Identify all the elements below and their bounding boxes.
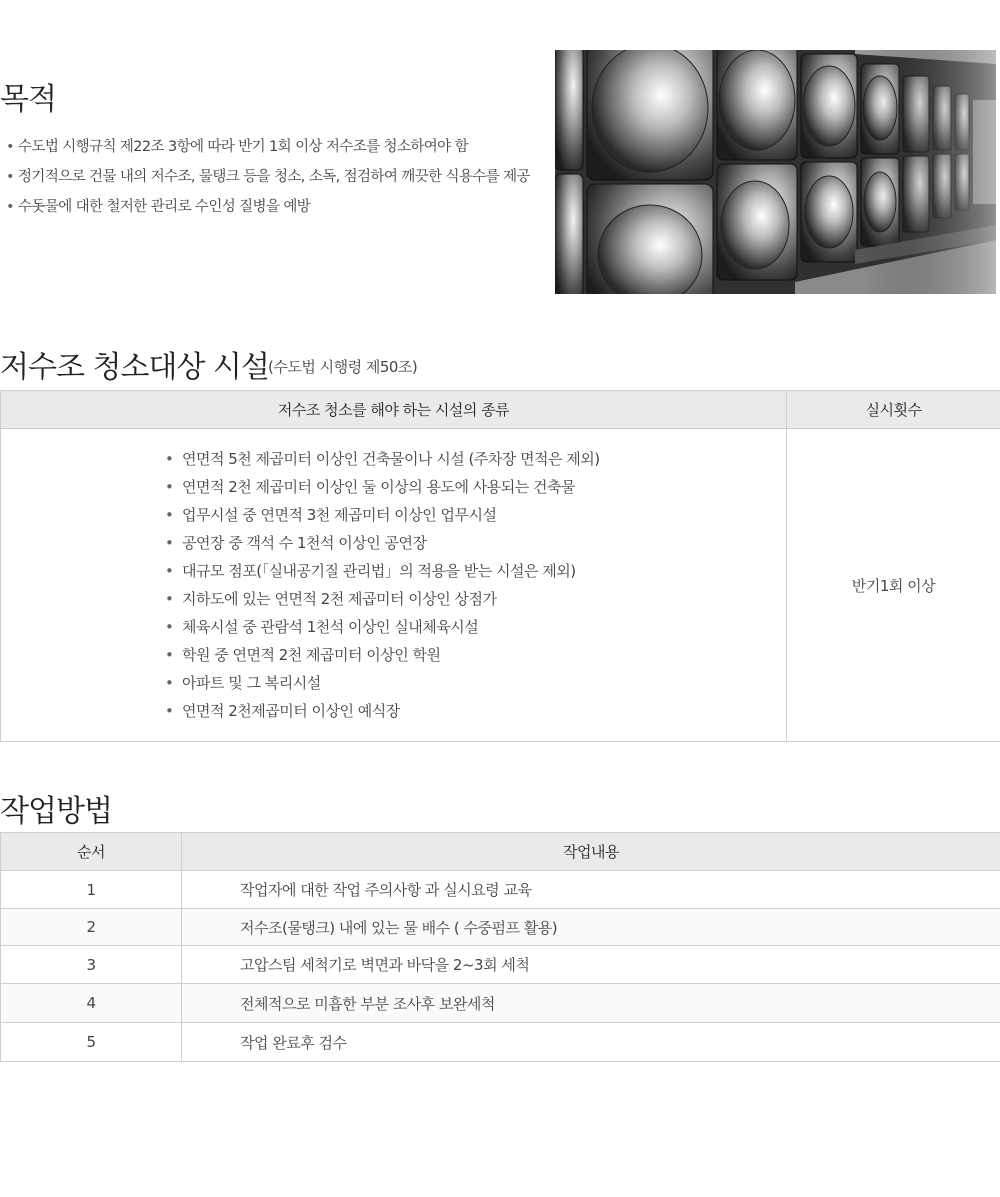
method-table xyxy=(0,832,1000,1062)
list-item xyxy=(165,529,786,557)
facilities-title: 저수조 청소대상 시설 xyxy=(0,350,269,385)
bullet-icon: • xyxy=(165,450,174,468)
table-row xyxy=(1,1023,1000,1062)
facility-list-cell xyxy=(1,429,787,742)
table-header-row xyxy=(1,391,1000,429)
facility-item-text: 지하도에 있는 연면적 2천 제곱미터 이상인 상점가 xyxy=(182,590,497,608)
step-number: 4 xyxy=(1,984,182,1023)
step-content: 작업 완료후 검수 xyxy=(182,1023,1000,1062)
purpose-item-text: 수돗물에 대한 철저한 관리로 수인성 질병을 예방 xyxy=(18,199,311,215)
list-item xyxy=(165,473,786,501)
step-number: 5 xyxy=(1,1023,182,1062)
list-item xyxy=(165,445,786,473)
facilities-subtitle: (수도법 시행령 제50조) xyxy=(268,358,418,376)
frequency-cell: 반기1회 이상 xyxy=(787,429,1000,742)
bullet-icon: • xyxy=(165,534,174,552)
bullet-icon: • xyxy=(165,478,174,496)
step-number: 1 xyxy=(1,871,182,909)
facility-item-text: 대규모 점포(「실내공기질 관리법」의 적용을 받는 시설은 제외) xyxy=(182,562,576,580)
header-frequency: 실시횟수 xyxy=(787,391,1000,429)
facility-item-text: 업무시설 중 연면적 3천 제곱미터 이상인 업무시설 xyxy=(182,506,497,524)
list-item xyxy=(165,669,786,697)
table-row xyxy=(1,909,1000,946)
bullet-icon: • xyxy=(6,139,14,155)
facility-item-text: 연면적 2천제곱미터 이상인 예식장 xyxy=(182,702,400,720)
bullet-icon: • xyxy=(6,169,14,185)
header-order: 순서 xyxy=(1,833,182,871)
header-content: 작업내용 xyxy=(182,833,1000,871)
bullet-icon: • xyxy=(165,618,174,636)
purpose-item-text: 정기적으로 건물 내의 저수조, 물탱크 등을 청소, 소독, 점검하여 깨끗한 식용수를 제공 xyxy=(18,169,530,185)
table-header-row xyxy=(1,833,1000,871)
list-item xyxy=(165,697,786,725)
header-facility-type: 저수조 청소를 해야 하는 시설의 종류 xyxy=(1,391,787,429)
purpose-title: 목적 xyxy=(0,82,56,117)
bullet-icon: • xyxy=(165,674,174,692)
step-content: 작업자에 대한 작업 주의사항 과 실시요령 교육 xyxy=(182,871,1000,909)
step-content: 전체적으로 미흡한 부분 조사후 보완세척 xyxy=(182,984,1000,1023)
bullet-icon: • xyxy=(165,646,174,664)
facility-item-text: 연면적 2천 제곱미터 이상인 둘 이상의 용도에 사용되는 건축물 xyxy=(182,478,575,496)
step-number: 3 xyxy=(1,946,182,984)
list-item xyxy=(6,164,530,194)
purpose-list xyxy=(6,134,530,224)
facility-item-text: 체육시설 중 관람석 1천석 이상인 실내체육시설 xyxy=(182,618,479,636)
list-item xyxy=(165,557,786,585)
list-item xyxy=(165,613,786,641)
facility-list xyxy=(165,445,786,725)
facility-item-text: 아파트 및 그 복리시설 xyxy=(182,674,321,692)
bullet-icon: • xyxy=(165,590,174,608)
facilities-table xyxy=(0,390,1000,742)
bullet-icon: • xyxy=(165,702,174,720)
list-item xyxy=(6,134,530,164)
water-tank-photo xyxy=(555,50,996,294)
table-row xyxy=(1,871,1000,909)
bullet-icon: • xyxy=(6,199,14,215)
bullet-icon: • xyxy=(165,562,174,580)
table-row xyxy=(1,429,1000,742)
purpose-item-text: 수도법 시행규칙 제22조 3항에 따라 반기 1회 이상 저수조를 청소하여야 함 xyxy=(18,139,468,155)
method-title: 작업방법 xyxy=(0,794,112,829)
list-item xyxy=(6,194,530,224)
step-number: 2 xyxy=(1,909,182,946)
step-content: 고압스팀 세척기로 벽면과 바닥을 2~3회 세척 xyxy=(182,946,1000,984)
list-item xyxy=(165,641,786,669)
facility-item-text: 연면적 5천 제곱미터 이상인 건축물이나 시설 (주차장 면적은 제외) xyxy=(182,450,600,468)
facility-item-text: 학원 중 연면적 2천 제곱미터 이상인 학원 xyxy=(182,646,441,664)
table-row xyxy=(1,946,1000,984)
list-item xyxy=(165,585,786,613)
facility-item-text: 공연장 중 객석 수 1천석 이상인 공연장 xyxy=(182,534,427,552)
list-item xyxy=(165,501,786,529)
table-row xyxy=(1,984,1000,1023)
bullet-icon: • xyxy=(165,506,174,524)
step-content: 저수조(물탱크) 내에 있는 물 배수 ( 수중펌프 활용) xyxy=(182,909,1000,946)
